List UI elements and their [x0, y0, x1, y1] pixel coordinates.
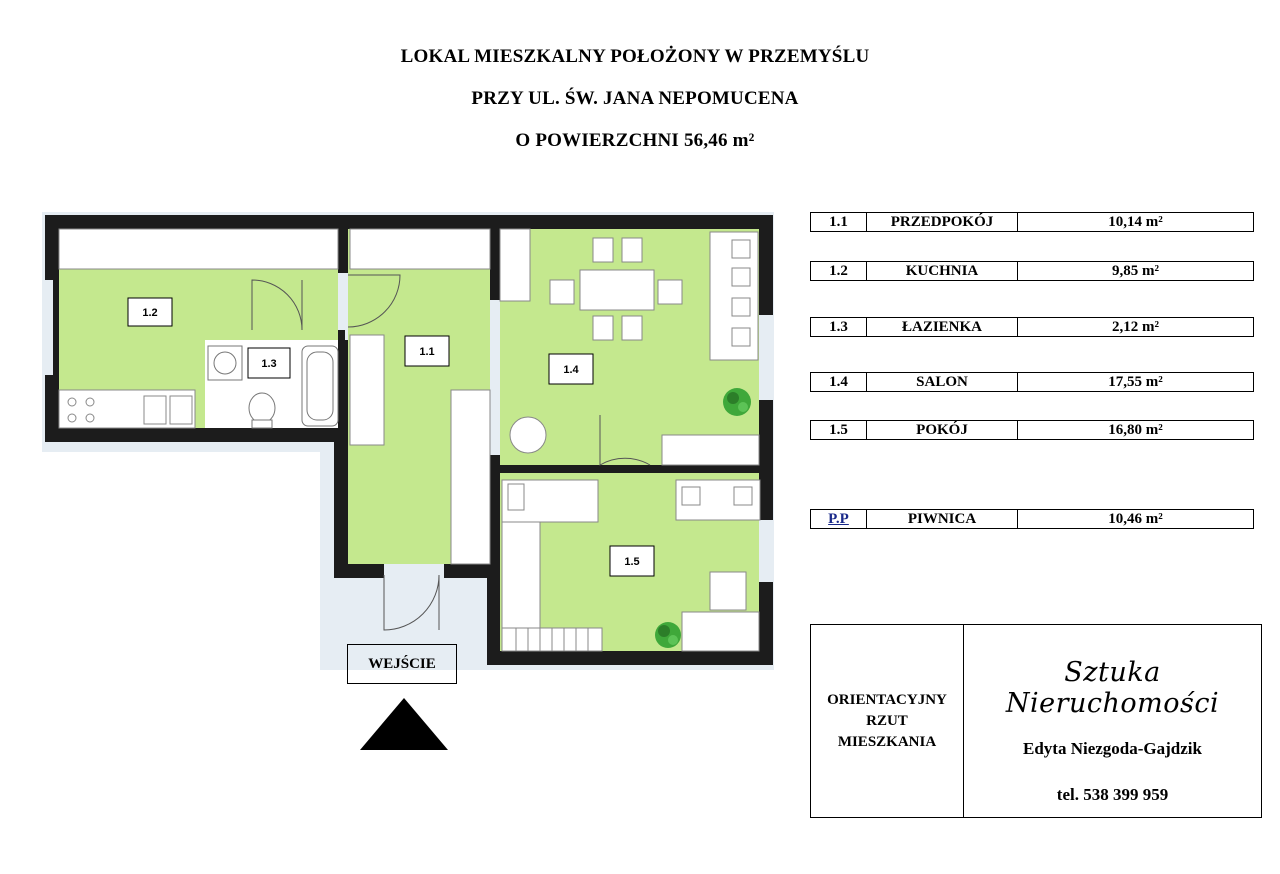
title-line-2: PRZY UL. ŚW. JANA NEPOMUCENA [471, 88, 799, 109]
agent-phone: tel. 538 399 959 [1056, 785, 1169, 804]
room-area: 2,12 m² [1112, 319, 1159, 335]
agent-name: Edyta Niezgoda-Gajdzik [1023, 739, 1202, 758]
room-code: 1.3 [811, 318, 867, 336]
room-row-1-3 [810, 317, 1254, 337]
room-name: PRZEDPOKÓJ [867, 213, 1018, 231]
entry-label: WEJŚCIE [347, 644, 457, 684]
agency-info [964, 625, 1261, 817]
plan-type-label [811, 625, 964, 817]
room-row-1-2 [810, 261, 1254, 281]
room-area: 9,85 m² [1112, 263, 1159, 279]
entry-arrow-icon [358, 696, 450, 752]
room-name: ŁAZIENKA [867, 318, 1018, 336]
room-code: 1.1 [811, 213, 867, 231]
plan-type-line-2: RZUT [866, 712, 908, 729]
info-box [810, 624, 1262, 818]
room-code: P.P [811, 510, 867, 528]
room-area: 10,14 m² [1108, 214, 1163, 230]
title-line-1: LOKAL MIESZKALNY POŁOŻONY W PRZEMYŚLU [400, 46, 870, 67]
label-1-5: 1.5 [624, 556, 640, 568]
plant-salon-icon [723, 388, 751, 416]
room-code: 1.5 [811, 421, 867, 439]
plant-room-icon [655, 622, 681, 648]
room-name: SALON [867, 373, 1018, 391]
room-name: KUCHNIA [867, 262, 1018, 280]
label-1-1: 1.1 [419, 346, 435, 358]
label-1-3: 1.3 [261, 358, 277, 370]
plan-type-line-3: MIESZKANIA [837, 733, 937, 750]
room-area: 16,80 m² [1108, 422, 1163, 438]
room-code: 1.4 [811, 373, 867, 391]
room-code: 1.2 [811, 262, 867, 280]
room-row-1-5 [810, 420, 1254, 440]
room-name: POKÓJ [867, 421, 1018, 439]
room-area: 17,55 m² [1108, 374, 1163, 390]
room-area: 10,46 m² [1108, 511, 1163, 527]
room-name: PIWNICA [867, 510, 1018, 528]
floor-plan [40, 210, 780, 680]
label-1-4: 1.4 [563, 364, 579, 376]
plan-type-line-1: ORIENTACYJNY [827, 691, 947, 708]
room-row-basement [810, 509, 1254, 529]
room-row-1-4 [810, 372, 1254, 392]
room-row-1-1 [810, 212, 1254, 232]
agency-brand: Sztuka Nieruchomości [1005, 657, 1220, 719]
title-line-3: O POWIERZCHNI 56,46 m² [515, 130, 755, 151]
label-1-2: 1.2 [142, 307, 158, 319]
